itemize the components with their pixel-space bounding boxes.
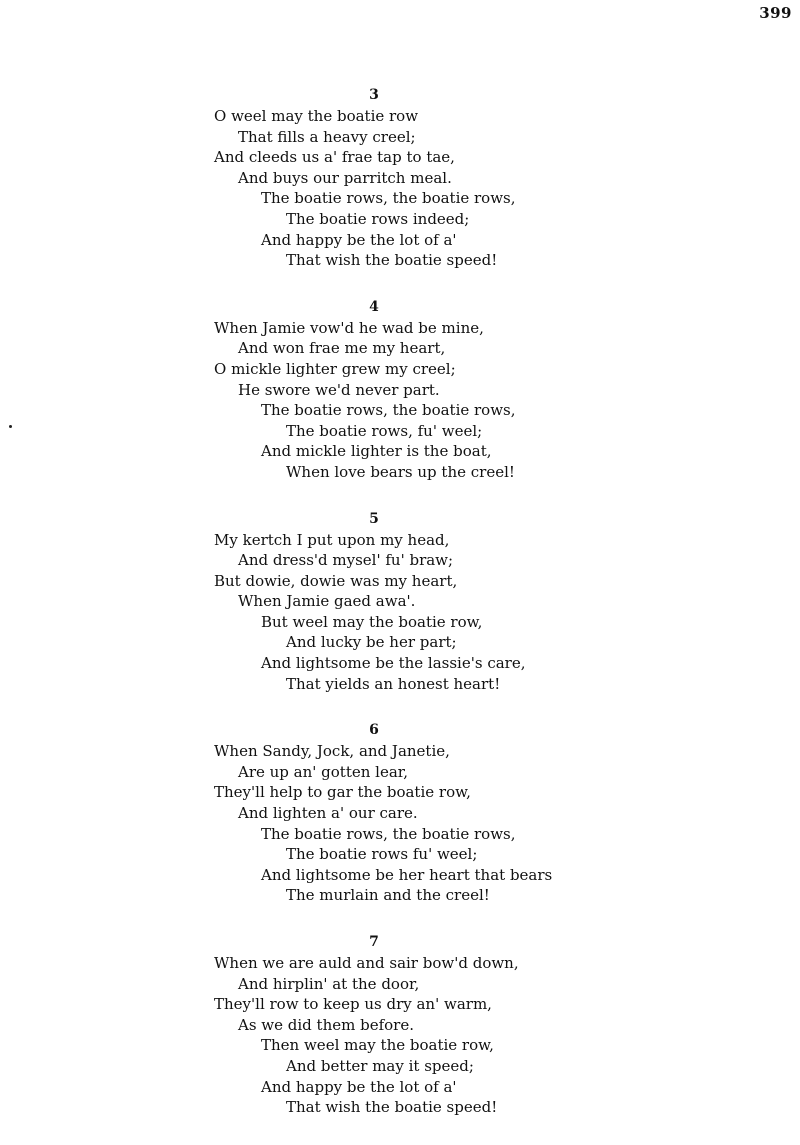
page-number: 399 xyxy=(759,4,792,22)
stanza xyxy=(214,86,654,271)
verse-line: And cleeds us a' frae tap to tae, xyxy=(214,148,455,167)
stanza xyxy=(214,510,654,695)
verse-line: And dress'd mysel' fu' braw; xyxy=(238,551,454,570)
verse-line: That wish the boatie speed! xyxy=(286,251,498,270)
poem xyxy=(214,86,654,1145)
verse-line: When Sandy, Jock, and Janetie, xyxy=(214,742,450,761)
verse-line: The murlain and the creel! xyxy=(286,886,490,905)
stanza xyxy=(214,933,654,1118)
stanza xyxy=(214,298,654,483)
verse-line: And happy be the lot of a' xyxy=(261,1077,457,1096)
verse-line: That yields an honest heart! xyxy=(286,674,501,693)
verse-line: And better may it speed; xyxy=(286,1056,474,1075)
verse-line: And mickle lighter is the boat, xyxy=(261,442,492,461)
verse-line: The boatie rows, fu' weel; xyxy=(286,421,483,440)
verse-line: My kertch I put upon my head, xyxy=(214,530,450,549)
verse-line: The boatie rows, the boatie rows, xyxy=(261,189,516,208)
verse-line: And buys our parritch meal. xyxy=(238,168,452,187)
stanza-number: 3 xyxy=(369,87,379,103)
verse-line: They'll row to keep us dry an' warm, xyxy=(214,995,492,1014)
stanza-number: 5 xyxy=(369,510,379,527)
print-speck xyxy=(9,425,12,428)
verse-line: As we did them before. xyxy=(238,1015,414,1034)
verse-line: They'll help to gar the boatie row, xyxy=(214,783,471,802)
verse-line: And lightsome be the lassie's care, xyxy=(261,654,526,673)
verse-line: That wish the boatie speed! xyxy=(286,1098,498,1117)
verse-line: O weel may the boatie row xyxy=(214,107,419,125)
verse-line: That fills a heavy creel; xyxy=(238,127,416,146)
verse-line: And happy be the lot of a' xyxy=(261,230,457,249)
verse-line: And lightsome be her heart that bears xyxy=(261,865,553,884)
stanza-number: 6 xyxy=(369,722,379,739)
verse-line: When we are auld and sair bow'd down, xyxy=(214,954,519,972)
stanza xyxy=(214,721,654,906)
verse-line: And lighten a' our care. xyxy=(238,804,418,823)
verse-line: Then weel may the boatie row, xyxy=(261,1036,494,1055)
verse-line: The boatie rows, the boatie rows, xyxy=(261,824,516,843)
verse-line: The boatie rows fu' weel; xyxy=(286,845,478,864)
verse-line: The boatie rows, the boatie rows, xyxy=(261,401,516,420)
verse-line: And hirplin' at the door, xyxy=(238,974,420,993)
verse-line: He swore we'd never part. xyxy=(238,380,440,399)
stanza-number: 4 xyxy=(369,298,379,315)
verse-line: And won frae me my heart, xyxy=(238,339,446,358)
verse-line: But dowie, dowie was my heart, xyxy=(214,571,458,590)
verse-line: When Jamie vow'd he wad be mine, xyxy=(214,318,484,337)
verse-line: The boatie rows indeed; xyxy=(286,209,470,228)
verse-line: But weel may the boatie row, xyxy=(261,612,483,631)
verse-line: When Jamie gaed awa'. xyxy=(238,592,416,611)
verse-line: O mickle lighter grew my creel; xyxy=(214,359,456,378)
verse-line: When love bears up the creel! xyxy=(286,462,515,481)
stanza-number: 7 xyxy=(369,934,379,950)
verse-line: And lucky be her part; xyxy=(286,633,457,652)
verse-line: Are up an' gotten lear, xyxy=(238,762,409,781)
